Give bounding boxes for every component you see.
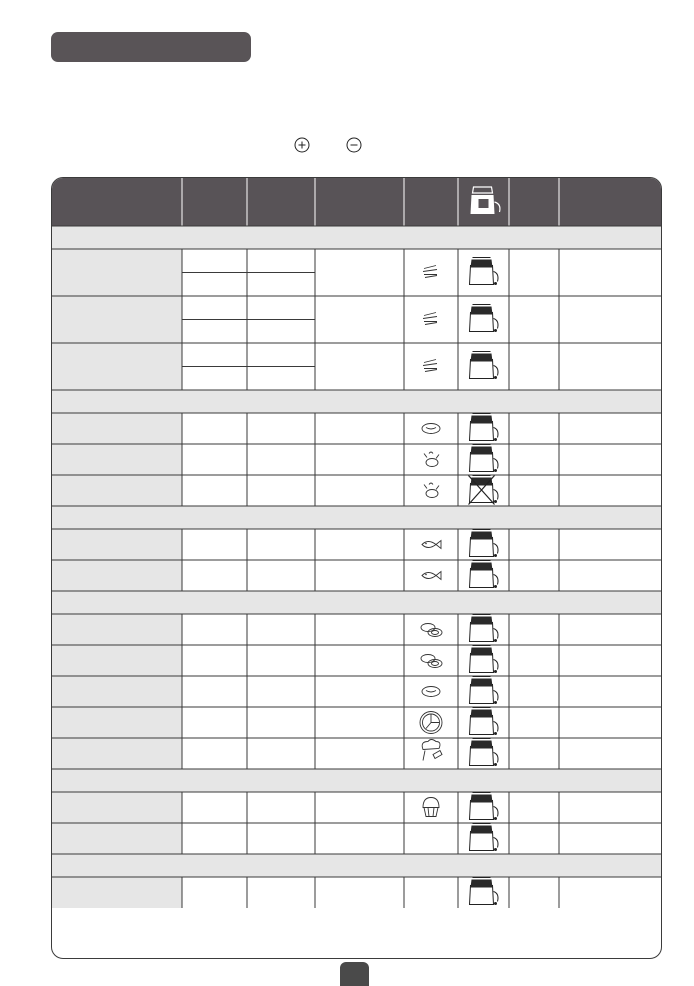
instruction-text	[51, 90, 651, 130]
fries-icon	[423, 313, 437, 325]
row-label-cell	[52, 645, 182, 676]
chef-icon	[422, 740, 442, 761]
fries-icon	[423, 360, 437, 372]
basket-icon	[470, 739, 499, 767]
row-label-cell	[52, 529, 182, 560]
basket-icon	[470, 677, 499, 705]
basket-icon	[470, 561, 499, 589]
row-label-cell	[52, 676, 182, 707]
cupcake-icon	[423, 798, 439, 817]
basket-crossed-icon	[469, 476, 499, 505]
basket-icon	[470, 445, 499, 473]
basket-icon	[470, 615, 499, 643]
section-band	[52, 769, 662, 792]
row-label-cell	[52, 560, 182, 591]
section-band	[52, 591, 662, 614]
row-label-cell	[52, 877, 182, 908]
basket-icon	[470, 258, 499, 286]
row-label-cell	[52, 823, 182, 854]
page-number-badge	[340, 962, 369, 986]
basket-icon	[470, 793, 499, 821]
table-header	[52, 178, 662, 226]
row-label-cell	[52, 614, 182, 645]
steak-icon	[422, 424, 440, 434]
basket-icon	[470, 646, 499, 674]
fish-icon	[422, 541, 441, 549]
row-label-cell	[52, 738, 182, 769]
row-label-cell	[52, 444, 182, 475]
row-label-cell	[52, 343, 182, 390]
section-band	[52, 226, 662, 249]
section-band	[52, 390, 662, 413]
basket-icon	[470, 530, 499, 558]
section-title-tab	[51, 32, 251, 62]
row-label-cell	[52, 249, 182, 296]
basket-icon	[470, 878, 499, 906]
row-label-cell	[52, 707, 182, 738]
row-label-cell	[52, 792, 182, 823]
section-band	[52, 506, 662, 529]
plus-circle-icon	[294, 137, 310, 153]
row-label-cell	[52, 413, 182, 444]
meat-slice-icon	[422, 687, 440, 697]
pizza-icon	[420, 712, 442, 734]
basket-icon	[470, 824, 499, 852]
minus-circle-icon	[346, 137, 362, 153]
table-grid	[52, 178, 662, 959]
vegetables-icon	[421, 655, 442, 668]
cooking-table	[51, 177, 662, 959]
row-label-cell	[52, 475, 182, 506]
basket-icon	[470, 352, 499, 380]
basket-icon	[470, 305, 499, 333]
row-label-cell	[52, 296, 182, 343]
basket-icon	[470, 708, 499, 736]
vegetables-icon	[421, 624, 442, 637]
chicken-icon	[424, 452, 439, 467]
chicken-icon	[424, 483, 439, 498]
basket-icon	[470, 414, 499, 442]
fries-icon	[423, 266, 437, 278]
section-band	[52, 854, 662, 877]
fish-icon	[422, 572, 441, 580]
